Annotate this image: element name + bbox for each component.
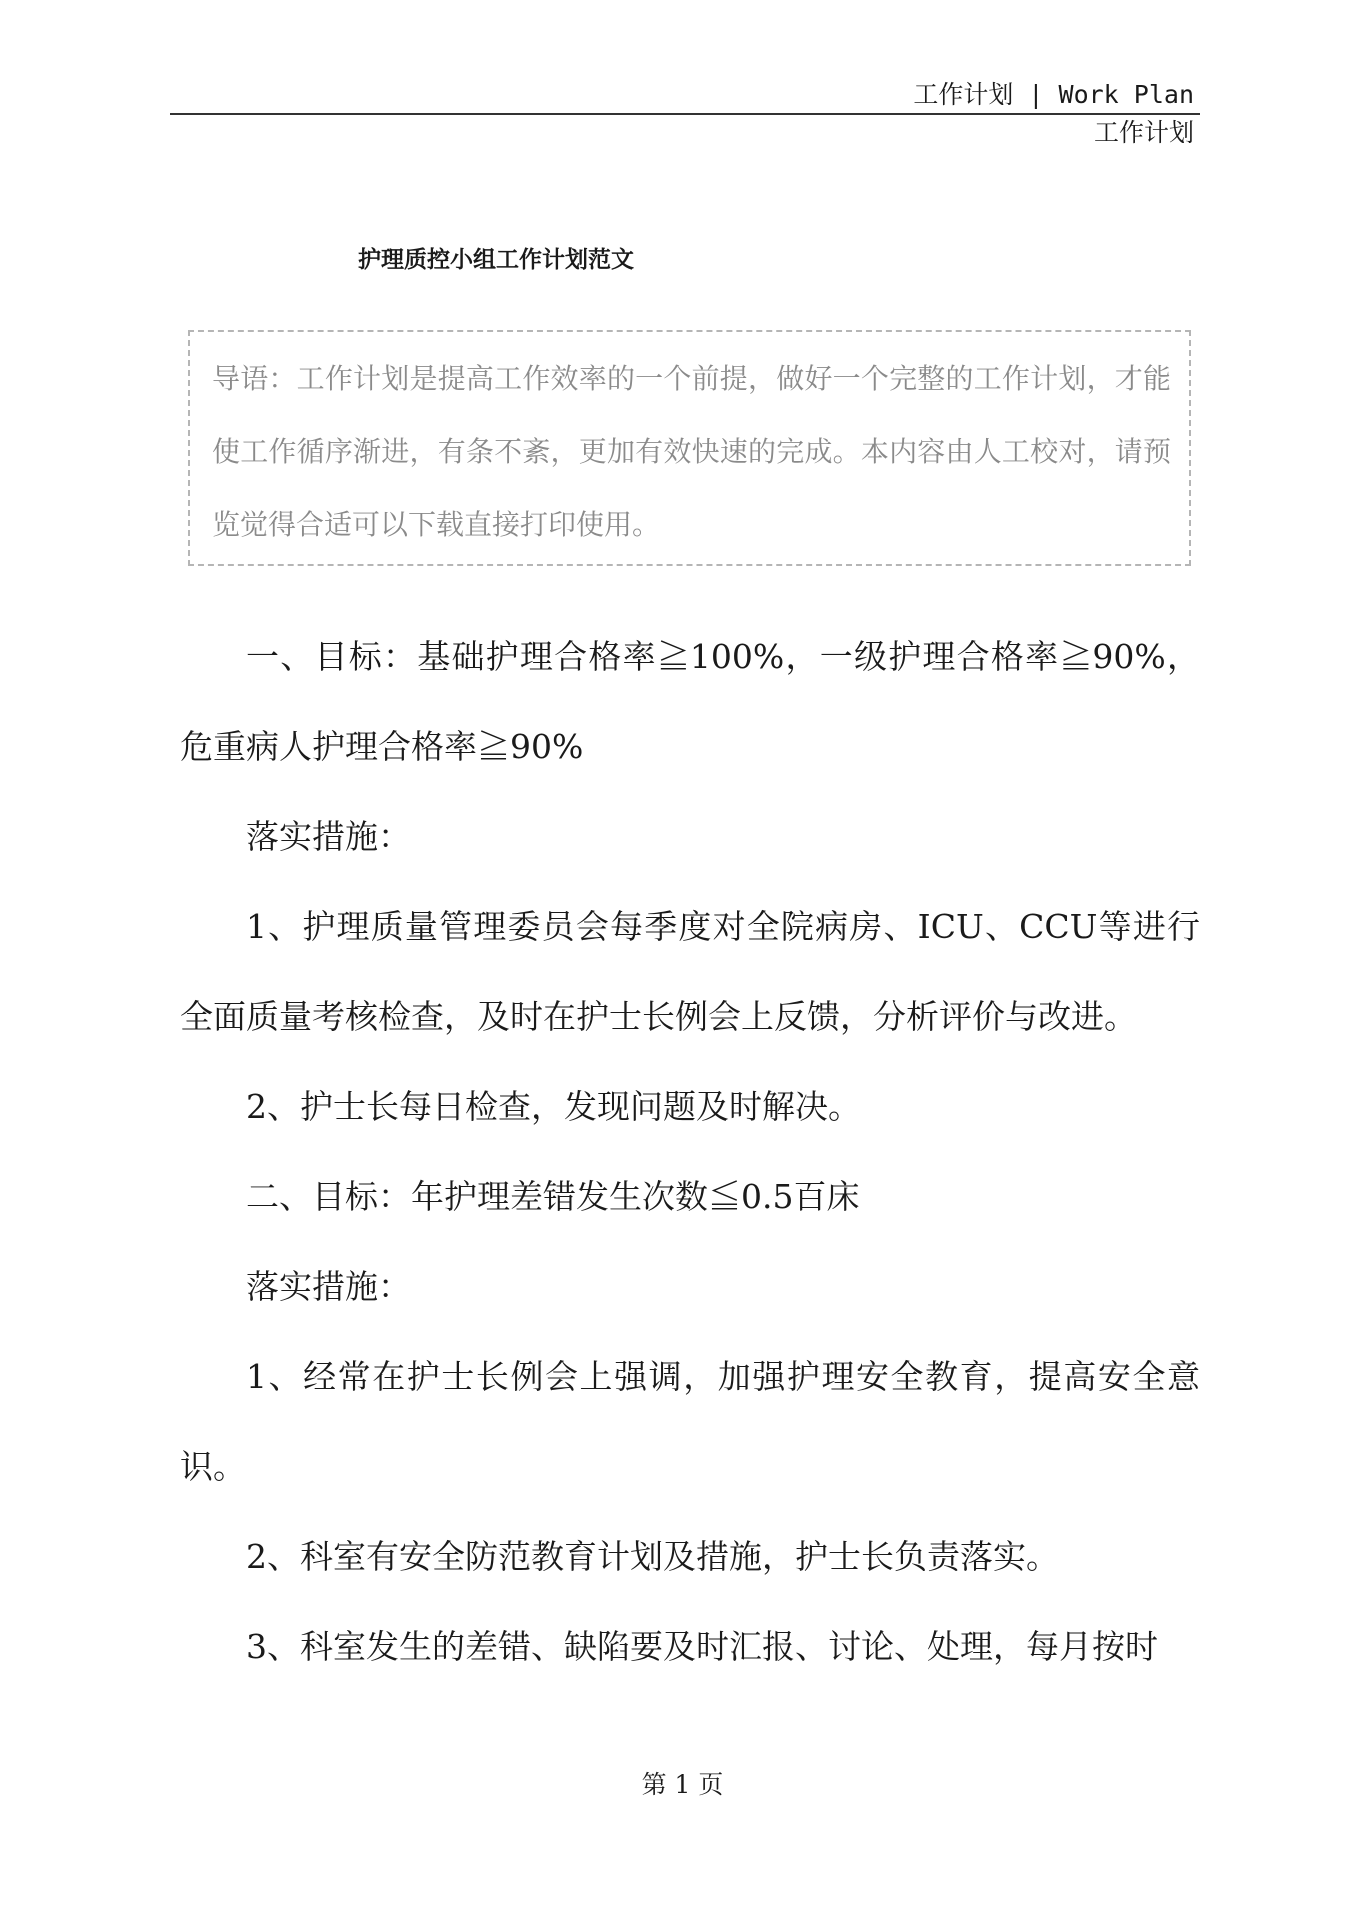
document-body [180, 612, 1200, 1692]
header-title: 工作计划 | Work Plan [913, 80, 1194, 109]
paragraph-goal-1: 一、目标：基础护理合格率≧100%，一级护理合格率≧90%，危重病人护理合格率≧90% [180, 637, 1200, 766]
paragraph-measure-2-2: 2、科室有安全防范教育计划及措施，护士长负责落实。 [246, 1537, 1059, 1576]
paragraph-goal-2: 二、目标：年护理差错发生次数≦0.5百床 [246, 1177, 860, 1216]
header-divider [170, 113, 1200, 115]
intro-box [188, 330, 1191, 566]
document-title: 护理质控小组工作计划范文 [358, 247, 634, 273]
intro-text: 导语：工作计划是提高工作效率的一个前提，做好一个完整的工作计划，才能使工作循序渐进，有条不紊，更加有效快速的完成。本内容由人工校对，请预览觉得合适可以下载直接打印使用。 [212, 362, 1171, 541]
paragraph-measure-2-3: 3、科室发生的差错、缺陷要及时汇报、讨论、处理，每月按时 [246, 1627, 1158, 1666]
header-subtitle: 工作计划 [1093, 118, 1194, 147]
paragraph-measures-heading-1: 落实措施： [246, 817, 411, 856]
paragraph-measures-heading-2: 落实措施： [246, 1267, 411, 1306]
paragraph-measure-1-2: 2、护士长每日检查，发现问题及时解决。 [246, 1087, 861, 1126]
paragraph-measure-2-1: 1、经常在护士长例会上强调，加强护理安全教育，提高安全意识。 [180, 1357, 1200, 1486]
page-number: 第 1 页 [641, 1770, 724, 1799]
paragraph-measure-1-1: 1、护理质量管理委员会每季度对全院病房、ICU、CCU等进行全面质量考核检查，及时在护士长例会上反馈，分析评价与改进。 [180, 907, 1200, 1036]
page-header [170, 80, 1200, 149]
